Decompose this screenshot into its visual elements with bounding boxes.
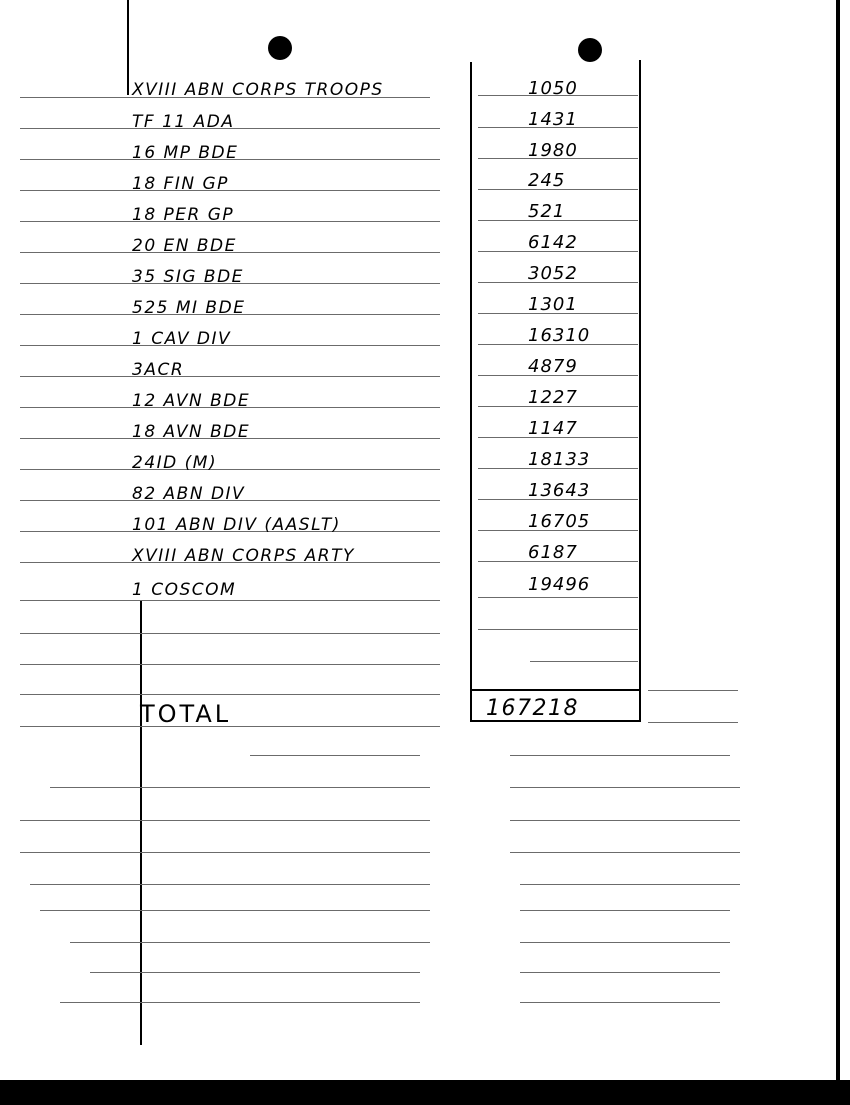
ruled-line (520, 942, 730, 943)
margin-line-top (127, 0, 129, 95)
unit-value: 1050 (528, 78, 578, 99)
unit-value: 6187 (528, 542, 578, 563)
ruled-line (478, 629, 638, 630)
ruled-line (20, 376, 440, 377)
ruled-line (50, 787, 430, 788)
ruled-line (648, 722, 738, 723)
ruled-line (520, 972, 720, 973)
unit-value: 13643 (528, 480, 591, 501)
unit-label: 3ACR (132, 360, 185, 380)
unit-value: 6142 (528, 232, 578, 253)
unit-value: 1301 (528, 294, 578, 315)
ruled-line (648, 690, 738, 691)
ruled-line (510, 787, 740, 788)
unit-label: 525 MI BDE (132, 298, 246, 318)
unit-value: 3052 (528, 263, 578, 284)
ruled-line (510, 852, 740, 853)
total-value: 167218 (486, 696, 579, 721)
unit-label: 24ID (M) (132, 453, 218, 473)
punch-hole-left (268, 36, 292, 60)
ruled-line (530, 661, 638, 662)
ruled-line (60, 1002, 420, 1003)
ruled-line (510, 755, 730, 756)
ruled-line (20, 600, 440, 601)
ruled-line (40, 910, 430, 911)
ruled-line (70, 942, 430, 943)
ruled-line (20, 694, 440, 695)
unit-label: 16 MP BDE (132, 143, 239, 163)
unit-value: 16705 (528, 511, 591, 532)
unit-label: XVIII ABN CORPS ARTY (132, 546, 355, 566)
ruled-line (90, 972, 420, 973)
unit-label: 82 ABN DIV (132, 484, 246, 504)
ruled-line (250, 755, 420, 756)
ruled-line (478, 597, 638, 598)
page-bottom-band (0, 1080, 850, 1105)
ruled-line (520, 1002, 720, 1003)
unit-label: XVIII ABN CORPS TROOPS (132, 80, 384, 100)
total-box-top-border (470, 689, 641, 691)
page-right-edge (836, 0, 840, 1085)
ruled-line (520, 910, 730, 911)
unit-label: 18 AVN BDE (132, 422, 251, 442)
unit-value: 245 (528, 170, 566, 191)
ruled-line (20, 852, 430, 853)
ruled-line (510, 820, 740, 821)
unit-label: 1 CAV DIV (132, 329, 232, 349)
margin-line-lower (140, 600, 142, 1045)
unit-label: 18 PER GP (132, 205, 235, 225)
value-column-right-border (639, 60, 641, 722)
unit-label: 1 COSCOM (132, 580, 237, 600)
unit-value: 16310 (528, 325, 591, 346)
unit-value: 18133 (528, 449, 591, 470)
unit-value: 1431 (528, 109, 578, 130)
ruled-line (20, 633, 440, 634)
unit-label: 20 EN BDE (132, 236, 237, 256)
value-column-left-border (470, 62, 472, 722)
unit-label: 101 ABN DIV (AASLT) (132, 515, 341, 535)
unit-value: 521 (528, 201, 566, 222)
ruled-line (30, 884, 430, 885)
unit-label: 12 AVN BDE (132, 391, 251, 411)
ruled-line (520, 884, 740, 885)
ruled-line (20, 820, 430, 821)
unit-value: 1227 (528, 387, 578, 408)
unit-label: 35 SIG BDE (132, 267, 244, 287)
unit-label: 18 FIN GP (132, 174, 229, 194)
total-label: TOTAL (140, 700, 232, 728)
ruled-line (20, 469, 440, 470)
unit-value: 19496 (528, 574, 591, 595)
unit-label: TF 11 ADA (132, 112, 235, 132)
unit-value: 1980 (528, 140, 578, 161)
ruled-line (20, 664, 440, 665)
unit-value: 1147 (528, 418, 578, 439)
unit-value: 4879 (528, 356, 578, 377)
ruled-line (20, 190, 440, 191)
punch-hole-right (578, 38, 602, 62)
